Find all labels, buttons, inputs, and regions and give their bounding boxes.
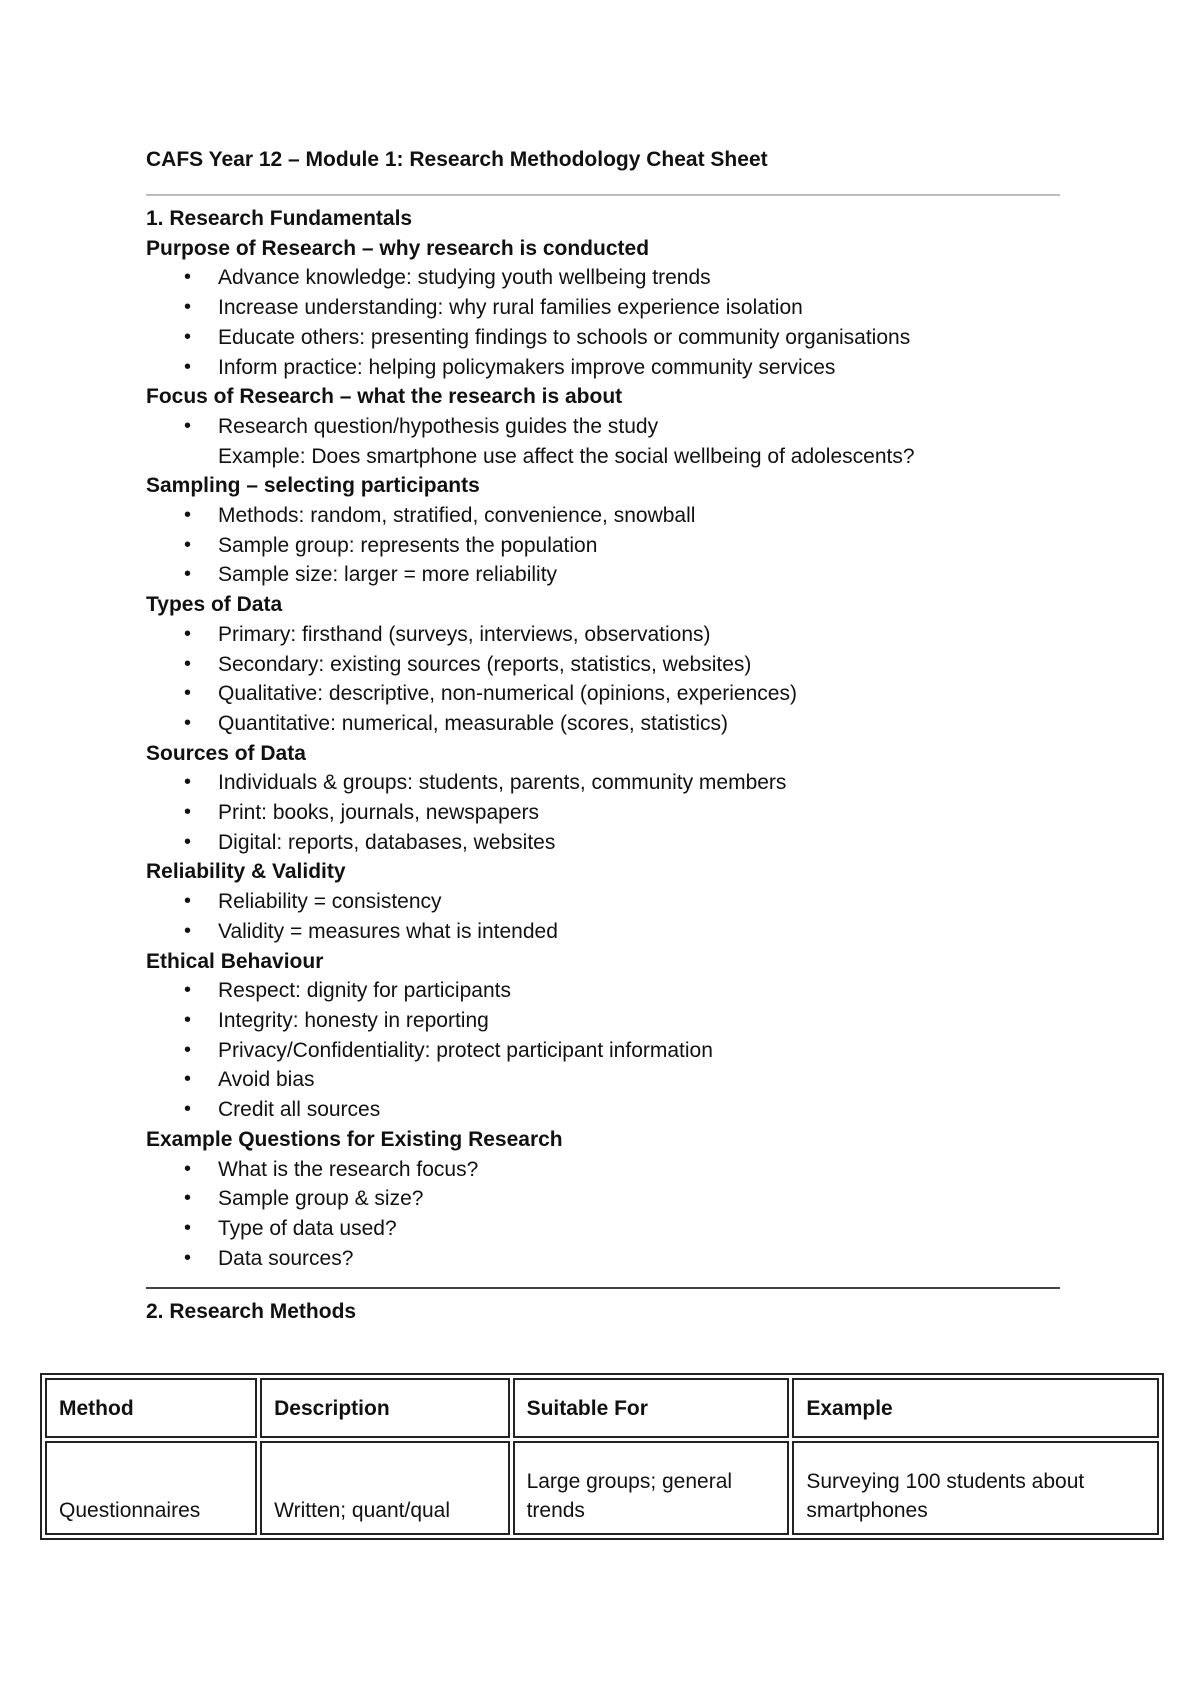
purpose-list (146, 263, 1060, 382)
list-item: • Validity = measures what is intended (146, 917, 1060, 947)
list-item: • Qualitative: descriptive, non-numerical (opinions, experiences) (146, 679, 1060, 709)
subheading-purpose: Purpose of Research – why research is conducted (146, 236, 650, 260)
table-cell-method: Questionnaires (45, 1441, 257, 1535)
section-heading-fundamentals: 1. Research Fundamentals (146, 207, 413, 230)
title-divider (146, 194, 1060, 196)
subheading-focus: Focus of Research – what the research is about (146, 385, 623, 409)
types-of-data-list (146, 620, 1060, 739)
subheading-sources-of-data: Sources of Data (146, 741, 306, 765)
subheading-sampling: Sampling – selecting participants (146, 474, 480, 498)
table-cell-example: Surveying 100 students about smartphones (792, 1441, 1159, 1535)
list-item: • Quantitative: numerical, measurable (scores, statistics) (146, 709, 1060, 739)
table-cell-description: Written; quant/qual (260, 1441, 509, 1535)
list-item: • Advance knowledge: studying youth wellbeing trends (146, 263, 1060, 293)
sampling-list (146, 501, 1060, 590)
list-item: • Educate others: presenting findings to schools or community organisations (146, 323, 1060, 353)
sources-of-data-list (146, 768, 1060, 857)
subheading-example-questions: Example Questions for Existing Research (146, 1127, 563, 1151)
list-item: • Inform practice: helping policymakers improve community services (146, 353, 1060, 383)
column-header-suitable-for: Suitable For (513, 1378, 790, 1438)
list-item: • Type of data used? (146, 1214, 1060, 1244)
list-item: • Data sources? (146, 1244, 1060, 1274)
focus-list (146, 412, 1060, 442)
list-item: • Sample group & size? (146, 1184, 1060, 1214)
subheading-ethical-behaviour: Ethical Behaviour (146, 949, 324, 973)
list-item: • Research question/hypothesis guides the study (146, 412, 1060, 442)
list-item: • Methods: random, stratified, convenience, snowball (146, 501, 1060, 531)
example-questions-list (146, 1155, 1060, 1274)
list-item: • What is the research focus? (146, 1155, 1060, 1185)
list-item: • Increase understanding: why rural families experience isolation (146, 293, 1060, 323)
list-item: • Avoid bias (146, 1065, 1060, 1095)
document-title: CAFS Year 12 – Module 1: Research Methodology Cheat Sheet (146, 148, 768, 171)
column-header-method: Method (45, 1378, 257, 1438)
list-item: • Privacy/Confidentiality: protect participant information (146, 1036, 1060, 1066)
list-item: • Digital: reports, databases, websites (146, 828, 1060, 858)
table-cell-suitable-for: Large groups; general trends (513, 1441, 790, 1535)
list-item: • Sample size: larger = more reliability (146, 560, 1060, 590)
list-item: • Respect: dignity for participants (146, 976, 1060, 1006)
research-methods-table (40, 1373, 1164, 1540)
column-header-example: Example (792, 1378, 1159, 1438)
reliability-validity-list (146, 887, 1060, 946)
table-row (45, 1441, 1159, 1535)
subheading-types-of-data: Types of Data (146, 593, 283, 617)
document-content (146, 146, 1060, 1327)
list-item: • Integrity: honesty in reporting (146, 1006, 1060, 1036)
list-item: • Secondary: existing sources (reports, statistics, websites) (146, 650, 1060, 680)
list-item: • Print: books, journals, newspapers (146, 798, 1060, 828)
list-item: • Primary: firsthand (surveys, interviews, observations) (146, 620, 1060, 650)
list-item: • Sample group: represents the population (146, 531, 1060, 561)
section-heading-methods: 2. Research Methods (146, 1300, 357, 1324)
column-header-description: Description (260, 1378, 509, 1438)
subheading-reliability-validity: Reliability & Validity (146, 860, 346, 884)
ethical-behaviour-list (146, 976, 1060, 1125)
table-header-row (45, 1378, 1159, 1438)
focus-example-note: Example: Does smartphone use affect the social wellbeing of adolescents? (218, 444, 915, 468)
section-divider (146, 1287, 1060, 1289)
list-item: • Individuals & groups: students, parents, community members (146, 768, 1060, 798)
list-item: • Reliability = consistency (146, 887, 1060, 917)
list-item: • Credit all sources (146, 1095, 1060, 1125)
